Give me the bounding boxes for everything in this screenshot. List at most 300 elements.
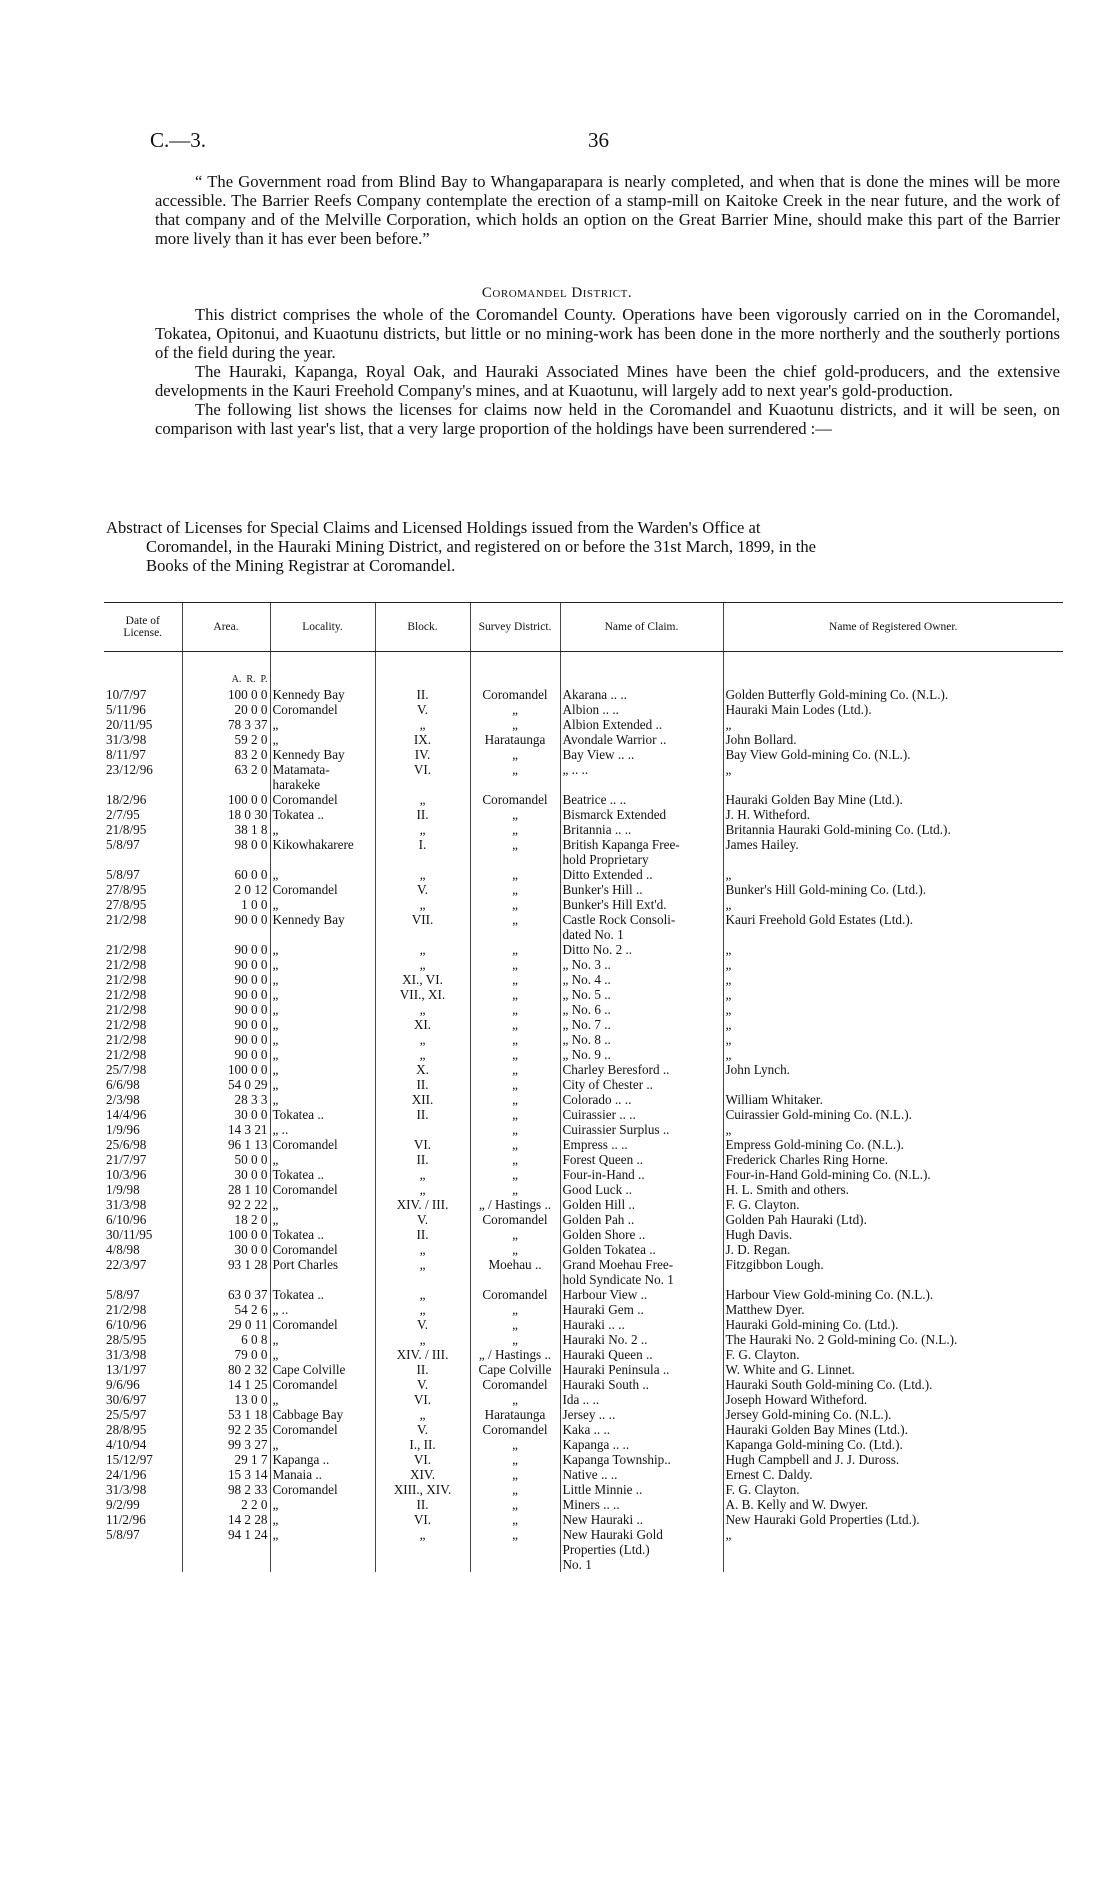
locality: Coromandel	[270, 792, 375, 807]
claim-area: 38 1 8	[182, 822, 270, 837]
license-date: 5/8/97	[106, 1287, 140, 1302]
table-row	[104, 1182, 1063, 1197]
block: „	[375, 1332, 470, 1347]
license-date: 5/8/97	[106, 1527, 140, 1542]
survey-district	[470, 777, 560, 792]
license-date: 21/2/98	[106, 1302, 147, 1317]
table-row	[104, 807, 1063, 822]
survey-district: „	[470, 1137, 560, 1152]
claim-name: Ditto Extended ..	[560, 867, 723, 882]
locality: „	[270, 1437, 375, 1452]
survey-district: „	[470, 717, 560, 732]
claim-name: Albion .. ..	[560, 702, 723, 717]
block: „	[375, 1032, 470, 1047]
claim-name: „ No. 8 ..	[560, 1032, 723, 1047]
registered-owner: Hauraki Main Lodes (Ltd.).	[723, 702, 1063, 717]
claim-name: Empress .. ..	[560, 1137, 723, 1152]
table-row	[104, 1197, 1063, 1212]
parliamentary-paper-ref: C.—3.	[150, 128, 207, 152]
claim-name: Avondale Warrior ..	[560, 732, 723, 747]
claim-name: Bunker's Hill ..	[560, 882, 723, 897]
block: „	[375, 822, 470, 837]
license-date: 27/8/95	[106, 897, 147, 912]
abstract-line: Coromandel, in the Hauraki Mining District, and registered on or before the 31st March, 1899, in the	[146, 537, 817, 556]
block: „	[375, 1182, 470, 1197]
claim-area: 79 0 0	[182, 1347, 270, 1362]
district-text	[155, 305, 1060, 438]
claim-area: 28 3 3	[182, 1092, 270, 1107]
locality: „	[270, 867, 375, 882]
claim-area: 2 2 0	[182, 1497, 270, 1512]
block: „	[375, 1242, 470, 1257]
table-row	[104, 777, 1063, 792]
quote-block	[155, 172, 1060, 248]
license-date: 6/10/96	[106, 1212, 147, 1227]
claim-area: 96 1 13	[182, 1137, 270, 1152]
claim-area: 78 3 37	[182, 717, 270, 732]
table-row	[104, 1377, 1063, 1392]
registered-owner	[723, 777, 1063, 792]
table-row	[104, 1422, 1063, 1437]
claim-name: New Hauraki Gold	[560, 1527, 723, 1542]
license-date: 9/6/96	[106, 1377, 140, 1392]
license-date: 11/2/96	[106, 1512, 146, 1527]
registered-owner: Jersey Gold-mining Co. (N.L.).	[723, 1407, 1063, 1422]
table-row	[104, 912, 1063, 927]
locality	[270, 852, 375, 867]
claim-area: 90 0 0	[182, 987, 270, 1002]
table-row	[104, 867, 1063, 882]
claim-area: 60 0 0	[182, 867, 270, 882]
license-date: 10/7/97	[106, 687, 147, 702]
claim-area: 54 0 29	[182, 1077, 270, 1092]
claim-area: 14 1 25	[182, 1377, 270, 1392]
table-row	[104, 987, 1063, 1002]
survey-district: „	[470, 897, 560, 912]
survey-district	[470, 852, 560, 867]
table-row	[104, 927, 1063, 942]
license-date: 24/1/96	[106, 1467, 147, 1482]
survey-district: „	[470, 867, 560, 882]
block: II.	[375, 807, 470, 822]
abstract-line: Abstract of Licenses for Special Claims and Licensed Holdings issued from the Warden's Office at	[106, 518, 761, 537]
block: „	[375, 1527, 470, 1542]
locality	[270, 1557, 375, 1572]
registered-owner: John Lynch.	[723, 1062, 1063, 1077]
table-row	[104, 1077, 1063, 1092]
survey-district: „	[470, 1092, 560, 1107]
table-row	[104, 1122, 1063, 1137]
block: „	[375, 1257, 470, 1272]
license-date: 31/3/98	[106, 1197, 147, 1212]
claim-area: 59 2 0	[182, 732, 270, 747]
license-date: 21/2/98	[106, 1017, 147, 1032]
locality: „	[270, 957, 375, 972]
locality: „	[270, 1527, 375, 1542]
license-date: 4/10/94	[106, 1437, 147, 1452]
claim-area: 93 1 28	[182, 1257, 270, 1272]
locality: „	[270, 1032, 375, 1047]
license-date: 21/2/98	[106, 957, 147, 972]
locality: „	[270, 732, 375, 747]
license-date: 21/2/98	[106, 1002, 147, 1017]
table-row	[104, 1062, 1063, 1077]
locality: „	[270, 1212, 375, 1227]
claim-area: 53 1 18	[182, 1407, 270, 1422]
claim-name: Hauraki .. ..	[560, 1317, 723, 1332]
registered-owner: New Hauraki Gold Properties (Ltd.).	[723, 1512, 1063, 1527]
claim-area: 100 0 0	[182, 1062, 270, 1077]
claim-name: Charley Beresford ..	[560, 1062, 723, 1077]
block: „	[375, 867, 470, 882]
registered-owner: William Whitaker.	[723, 1092, 1063, 1107]
locality: Tokatea ..	[270, 1167, 375, 1182]
registered-owner: „	[723, 1047, 1063, 1062]
locality: „	[270, 717, 375, 732]
license-date: 27/8/95	[106, 882, 147, 897]
license-date: 25/6/98	[106, 1137, 147, 1152]
survey-district: „	[470, 1527, 560, 1542]
claim-area: 100 0 0	[182, 687, 270, 702]
block: „	[375, 1047, 470, 1062]
table-row	[104, 972, 1063, 987]
license-date: 5/11/96	[106, 702, 146, 717]
claim-area: 94 1 24	[182, 1527, 270, 1542]
table-row	[104, 1527, 1063, 1542]
table-row	[104, 1227, 1063, 1242]
claim-name: Cuirassier .. ..	[560, 1107, 723, 1122]
survey-district	[470, 927, 560, 942]
block	[375, 1542, 470, 1557]
license-date: 15/12/97	[106, 1452, 153, 1467]
claim-name: Little Minnie ..	[560, 1482, 723, 1497]
column-header: Block.	[375, 603, 470, 652]
claim-name: hold Syndicate No. 1	[560, 1272, 723, 1287]
claim-name: Bay View .. ..	[560, 747, 723, 762]
table-row	[104, 1167, 1063, 1182]
table-row	[104, 717, 1063, 732]
table-row	[104, 1392, 1063, 1407]
block: VI.	[375, 1512, 470, 1527]
block: IV.	[375, 747, 470, 762]
locality: „	[270, 897, 375, 912]
license-date: 20/11/95	[106, 717, 153, 732]
table-row	[104, 1107, 1063, 1122]
claim-name: Hauraki Peninsula ..	[560, 1362, 723, 1377]
locality: Tokatea ..	[270, 1107, 375, 1122]
license-date: 21/2/98	[106, 972, 147, 987]
block: XIII., XIV.	[375, 1482, 470, 1497]
license-date: 14/4/96	[106, 1107, 147, 1122]
claim-area: 63 2 0	[182, 762, 270, 777]
locality: „	[270, 987, 375, 1002]
table-row	[104, 1542, 1063, 1557]
license-date: 28/5/95	[106, 1332, 147, 1347]
registered-owner: James Hailey.	[723, 837, 1063, 852]
claim-area	[182, 927, 270, 942]
claim-name: Four-in-Hand ..	[560, 1167, 723, 1182]
claim-area: 100 0 0	[182, 1227, 270, 1242]
license-date: 21/2/98	[106, 1032, 147, 1047]
locality: „	[270, 1017, 375, 1032]
block: VI.	[375, 762, 470, 777]
block: „	[375, 1002, 470, 1017]
table-row	[104, 1287, 1063, 1302]
claim-name: New Hauraki ..	[560, 1512, 723, 1527]
table-row	[104, 792, 1063, 807]
license-date: 21/2/98	[106, 1047, 147, 1062]
claim-area: 100 0 0	[182, 792, 270, 807]
block: XIV. / III.	[375, 1347, 470, 1362]
table-row	[104, 702, 1063, 717]
locality: Coromandel	[270, 1377, 375, 1392]
claim-area: 14 2 28	[182, 1512, 270, 1527]
table-row	[104, 1137, 1063, 1152]
claim-name: „ .. ..	[560, 762, 723, 777]
locality: „	[270, 1092, 375, 1107]
column-header: Locality.	[270, 603, 375, 652]
block: V.	[375, 1422, 470, 1437]
survey-district: Coromandel	[470, 687, 560, 702]
claim-area: 99 3 27	[182, 1437, 270, 1452]
column-header: Survey District.	[470, 603, 560, 652]
block	[375, 927, 470, 942]
locality: Coromandel	[270, 1137, 375, 1152]
registered-owner: „	[723, 957, 1063, 972]
area-units-row	[104, 652, 1063, 688]
license-date: 21/2/98	[106, 942, 147, 957]
locality: harakeke	[270, 777, 375, 792]
table-row	[104, 1272, 1063, 1287]
survey-district: „	[470, 837, 560, 852]
locality: „	[270, 1392, 375, 1407]
registered-owner: Ernest C. Daldy.	[723, 1467, 1063, 1482]
survey-district: „	[470, 1392, 560, 1407]
license-date: 21/8/95	[106, 822, 147, 837]
survey-district	[470, 1542, 560, 1557]
claim-name: Cuirassier Surplus ..	[560, 1122, 723, 1137]
table-row	[104, 822, 1063, 837]
table-row	[104, 1212, 1063, 1227]
block: XIV. / III.	[375, 1197, 470, 1212]
claim-area: 50 0 0	[182, 1152, 270, 1167]
registered-owner: W. White and G. Linnet.	[723, 1362, 1063, 1377]
locality: Cape Colville	[270, 1362, 375, 1377]
locality: „ ..	[270, 1122, 375, 1137]
survey-district: „	[470, 972, 560, 987]
license-date: 31/3/98	[106, 732, 147, 747]
license-date: 6/10/96	[106, 1317, 147, 1332]
table-row	[104, 1152, 1063, 1167]
license-date: 22/3/97	[106, 1257, 147, 1272]
license-date: 13/1/97	[106, 1362, 147, 1377]
table-header-row	[104, 603, 1063, 652]
block: XIV.	[375, 1467, 470, 1482]
block: X.	[375, 1062, 470, 1077]
registered-owner: Kapanga Gold-mining Co. (Ltd.).	[723, 1437, 1063, 1452]
table-row	[104, 732, 1063, 747]
registered-owner: „	[723, 717, 1063, 732]
block	[375, 777, 470, 792]
claim-area: 80 2 32	[182, 1362, 270, 1377]
locality: „	[270, 1047, 375, 1062]
table-row	[104, 1497, 1063, 1512]
table-row	[104, 1332, 1063, 1347]
claim-name: Akarana .. ..	[560, 687, 723, 702]
license-date	[104, 1542, 182, 1557]
survey-district: „	[470, 957, 560, 972]
locality: Port Charles	[270, 1257, 375, 1272]
registered-owner: The Hauraki No. 2 Gold-mining Co. (N.L.).	[723, 1332, 1063, 1347]
table-row	[104, 1557, 1063, 1572]
claim-name: Golden Tokatea ..	[560, 1242, 723, 1257]
page-number: 36	[588, 128, 609, 152]
claim-name: „ No. 6 ..	[560, 1002, 723, 1017]
block: „	[375, 1167, 470, 1182]
locality: Manaia ..	[270, 1467, 375, 1482]
registered-owner: Cuirassier Gold-mining Co. (N.L.).	[723, 1107, 1063, 1122]
survey-district: „	[470, 1332, 560, 1347]
survey-district: „	[470, 1062, 560, 1077]
license-date: 4/8/98	[106, 1242, 140, 1257]
claim-area: 18 2 0	[182, 1212, 270, 1227]
claim-name: Miners .. ..	[560, 1497, 723, 1512]
locality: Kennedy Bay	[270, 747, 375, 762]
survey-district: „	[470, 1017, 560, 1032]
registered-owner: F. G. Clayton.	[723, 1197, 1063, 1212]
registered-owner	[723, 852, 1063, 867]
survey-district: „	[470, 807, 560, 822]
survey-district: Coromandel	[470, 1212, 560, 1227]
locality: „	[270, 1062, 375, 1077]
claim-name: Beatrice .. ..	[560, 792, 723, 807]
block: V.	[375, 882, 470, 897]
claim-area: 1 0 0	[182, 897, 270, 912]
table-row	[104, 1437, 1063, 1452]
survey-district: „	[470, 1047, 560, 1062]
block	[375, 1122, 470, 1137]
claim-name: dated No. 1	[560, 927, 723, 942]
table-row	[104, 1002, 1063, 1017]
table-row	[104, 1317, 1063, 1332]
quote-paragraph: “ The Government road from Blind Bay to Whangaparapara is nearly completed, and when that is done the mines will be more accessible. The Barrier Reefs Company contemplate the erection of a stamp-mill on Kaitoke Creek in the near future, and the work of that company and of the Melville Corporation, which holds an option on the Great Barrier Mine, should make this part of the Barrier more lively than it has ever been before.”	[155, 172, 1060, 248]
table-row	[104, 1512, 1063, 1527]
table-row	[104, 1347, 1063, 1362]
license-date	[104, 1272, 182, 1287]
registered-owner	[723, 1557, 1063, 1572]
locality: Tokatea ..	[270, 1287, 375, 1302]
claim-name: City of Chester ..	[560, 1077, 723, 1092]
registered-owner: Hugh Davis.	[723, 1227, 1063, 1242]
survey-district: Moehau ..	[470, 1257, 560, 1272]
claim-area: 54 2 6	[182, 1302, 270, 1317]
registered-owner: Four-in-Hand Gold-mining Co. (N.L.).	[723, 1167, 1063, 1182]
claim-area: 29 1 7	[182, 1452, 270, 1467]
locality: Coromandel	[270, 1317, 375, 1332]
locality: „	[270, 1077, 375, 1092]
table-row	[104, 1302, 1063, 1317]
registered-owner: F. G. Clayton.	[723, 1347, 1063, 1362]
survey-district: „	[470, 1437, 560, 1452]
block: „	[375, 1302, 470, 1317]
license-date	[104, 1557, 182, 1572]
claim-name: Britannia .. ..	[560, 822, 723, 837]
survey-district: Cape Colville	[470, 1362, 560, 1377]
claim-name: Albion Extended ..	[560, 717, 723, 732]
registered-owner: A. B. Kelly and W. Dwyer.	[723, 1497, 1063, 1512]
block: VII.	[375, 912, 470, 927]
registered-owner: Kauri Freehold Gold Estates (Ltd.).	[723, 912, 1063, 927]
claim-name: Bismarck Extended	[560, 807, 723, 822]
claim-area: 90 0 0	[182, 972, 270, 987]
table-row	[104, 1242, 1063, 1257]
locality: „	[270, 1002, 375, 1017]
claim-area: 90 0 0	[182, 1017, 270, 1032]
survey-district: „	[470, 1032, 560, 1047]
registered-owner: Golden Butterfly Gold-mining Co. (N.L.).	[723, 687, 1063, 702]
claim-area: 2 0 12	[182, 882, 270, 897]
license-date	[104, 777, 182, 792]
paragraph: The Hauraki, Kapanga, Royal Oak, and Hauraki Associated Mines have been the chief gold-producers, and the extensive developments in the Kauri Freehold Company's mines, and at Kuaotunu, will largely add to next year's gold-production.	[155, 362, 1060, 400]
block: VI.	[375, 1137, 470, 1152]
claim-name: „ No. 3 ..	[560, 957, 723, 972]
survey-district: „	[470, 1182, 560, 1197]
claim-name: Golden Hill ..	[560, 1197, 723, 1212]
locality: „	[270, 822, 375, 837]
locality: Kennedy Bay	[270, 687, 375, 702]
survey-district: „	[470, 822, 560, 837]
locality: „	[270, 942, 375, 957]
block: V.	[375, 1377, 470, 1392]
license-date: 30/6/97	[106, 1392, 147, 1407]
registered-owner	[723, 927, 1063, 942]
registered-owner: „	[723, 1032, 1063, 1047]
block: „	[375, 1407, 470, 1422]
registered-owner	[723, 1272, 1063, 1287]
table-row	[104, 1032, 1063, 1047]
license-date: 25/5/97	[106, 1407, 147, 1422]
claim-name: Ida .. ..	[560, 1392, 723, 1407]
claim-name: hold Proprietary	[560, 852, 723, 867]
registered-owner: Hugh Campbell and J. J. Duross.	[723, 1452, 1063, 1467]
block: „	[375, 897, 470, 912]
claim-area	[182, 1557, 270, 1572]
table-row	[104, 1362, 1063, 1377]
block: „	[375, 792, 470, 807]
block: II.	[375, 1362, 470, 1377]
registered-owner: Britannia Hauraki Gold-mining Co. (Ltd.).	[723, 822, 1063, 837]
claim-area: 63 0 37	[182, 1287, 270, 1302]
survey-district	[470, 1272, 560, 1287]
locality: Coromandel	[270, 1482, 375, 1497]
claim-name: Golden Pah ..	[560, 1212, 723, 1227]
claim-area: 90 0 0	[182, 957, 270, 972]
column-header: Name of Claim.	[560, 603, 723, 652]
table-row	[104, 762, 1063, 777]
claim-name: Hauraki Queen ..	[560, 1347, 723, 1362]
claim-name: Jersey .. ..	[560, 1407, 723, 1422]
survey-district: „	[470, 762, 560, 777]
table-row	[104, 957, 1063, 972]
survey-district: Coromandel	[470, 1287, 560, 1302]
claim-area: 29 0 11	[182, 1317, 270, 1332]
claim-area: 6 0 8	[182, 1332, 270, 1347]
claim-name: Properties (Ltd.)	[560, 1542, 723, 1557]
claim-name: Kapanga Township..	[560, 1452, 723, 1467]
table-row	[104, 747, 1063, 762]
claim-area: 14 3 21	[182, 1122, 270, 1137]
claim-area: 90 0 0	[182, 1047, 270, 1062]
